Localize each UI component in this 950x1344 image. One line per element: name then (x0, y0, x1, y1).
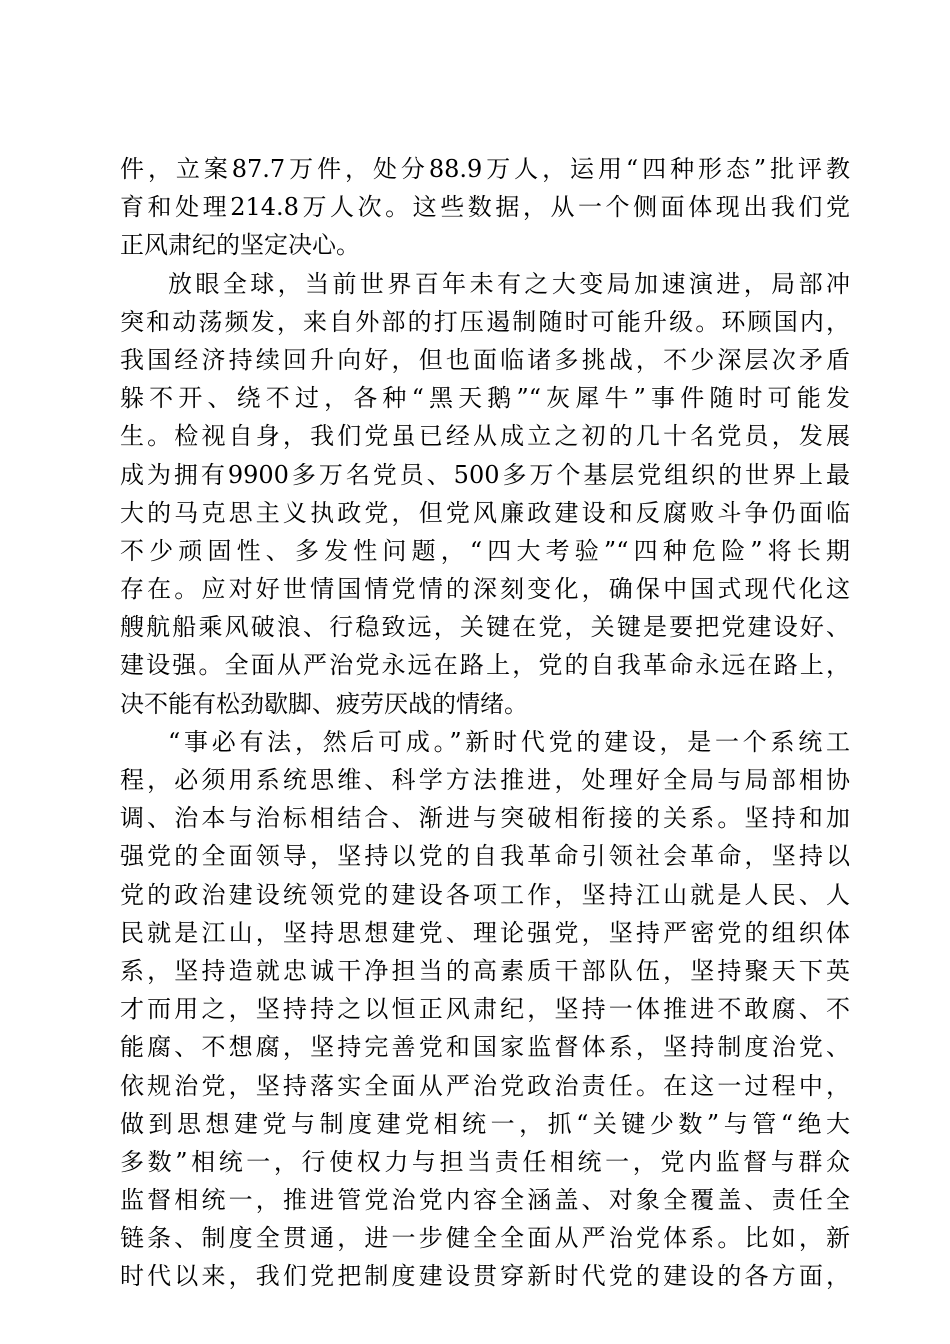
text-line: 链条、制度全贯通，进一步健全全面从严治党体系。比如，新 (120, 1224, 850, 1253)
text-line: 才而用之，坚持持之以恒正风肃纪，坚持一体推进不敢腐、不 (120, 995, 850, 1024)
text-line: 育和处理214.8万人次。这些数据，从一个侧面体现出我们党 (120, 193, 850, 222)
text-line: 放眼全球，当前世界百年未有之大变局加速演进，局部冲 (168, 269, 850, 298)
body-text (120, 150, 850, 1296)
text-line: 成为拥有9900多万名党员、500多万个基层党组织的世界上最 (120, 460, 850, 489)
text-line: 决不能有松劲歇脚、疲劳厌战的情绪。 (120, 689, 528, 718)
text-line: 程，必须用系统思维、科学方法推进，处理好全局与局部相协 (120, 766, 850, 794)
paragraph-1 (120, 150, 850, 265)
text-line: 我国经济持续回升向好，但也面临诸多挑战，不少深层次矛盾 (120, 345, 850, 374)
text-line: 做到思想建党与制度建党相统一，抓“关键少数”与管“绝大 (120, 1109, 850, 1138)
text-line: 民就是江山，坚持思想建党、理论强党，坚持严密党的组织体 (120, 918, 850, 947)
text-line: 不少顽固性、多发性问题，“四大考验”“四种危险”将长期 (120, 536, 850, 565)
text-line: “事必有法，然后可成。”新时代党的建设，是一个系统工 (168, 727, 850, 756)
text-line: 能腐、不想腐，坚持完善党和国家监督体系，坚持制度治党、 (120, 1033, 850, 1062)
text-line: 躲不开、绕不过，各种“黑天鹅”“灰犀牛”事件随时可能发 (120, 384, 850, 413)
text-line: 依规治党，坚持落实全面从严治党政治责任。在这一过程中， (120, 1071, 850, 1100)
paragraph-2 (120, 265, 850, 723)
text-line: 突和动荡频发，来自外部的打压遏制随时可能升级。环顾国内， (120, 307, 850, 336)
text-line: 系，坚持造就忠诚干净担当的高素质干部队伍，坚持聚天下英 (120, 956, 850, 985)
paragraph-3 (120, 723, 850, 1296)
text-line: 件，立案87.7万件，处分88.9万人，运用“四种形态”批评教 (120, 155, 850, 183)
text-line: 正风肃纪的坚定决心。 (120, 231, 360, 260)
text-line: 党的政治建设统领党的建设各项工作，坚持江山就是人民、人 (120, 880, 850, 909)
text-line: 多数”相统一，行使权力与担当责任相统一，党内监督与群众 (120, 1147, 850, 1176)
text-line: 大的马克思主义执政党，但党风廉政建设和反腐败斗争仍面临 (120, 498, 850, 527)
text-line: 调、治本与治标相结合、渐进与突破相衔接的关系。坚持和加 (120, 804, 850, 833)
text-line: 建设强。全面从严治党永远在路上，党的自我革命永远在路上， (120, 651, 850, 680)
text-line: 生。检视自身，我们党虽已经从成立之初的几十名党员，发展 (120, 422, 850, 451)
text-line: 强党的全面领导，坚持以党的自我革命引领社会革命，坚持以 (120, 842, 850, 871)
text-line: 时代以来，我们党把制度建设贯穿新时代党的建设的各方面， (120, 1262, 850, 1291)
text-line: 艘航船乘风破浪、行稳致远，关键在党，关键是要把党建设好、 (120, 613, 850, 642)
text-line: 存在。应对好世情国情党情的深刻变化，确保中国式现代化这 (120, 575, 850, 604)
text-line: 监督相统一，推进管党治党内容全涵盖、对象全覆盖、责任全 (120, 1186, 850, 1215)
